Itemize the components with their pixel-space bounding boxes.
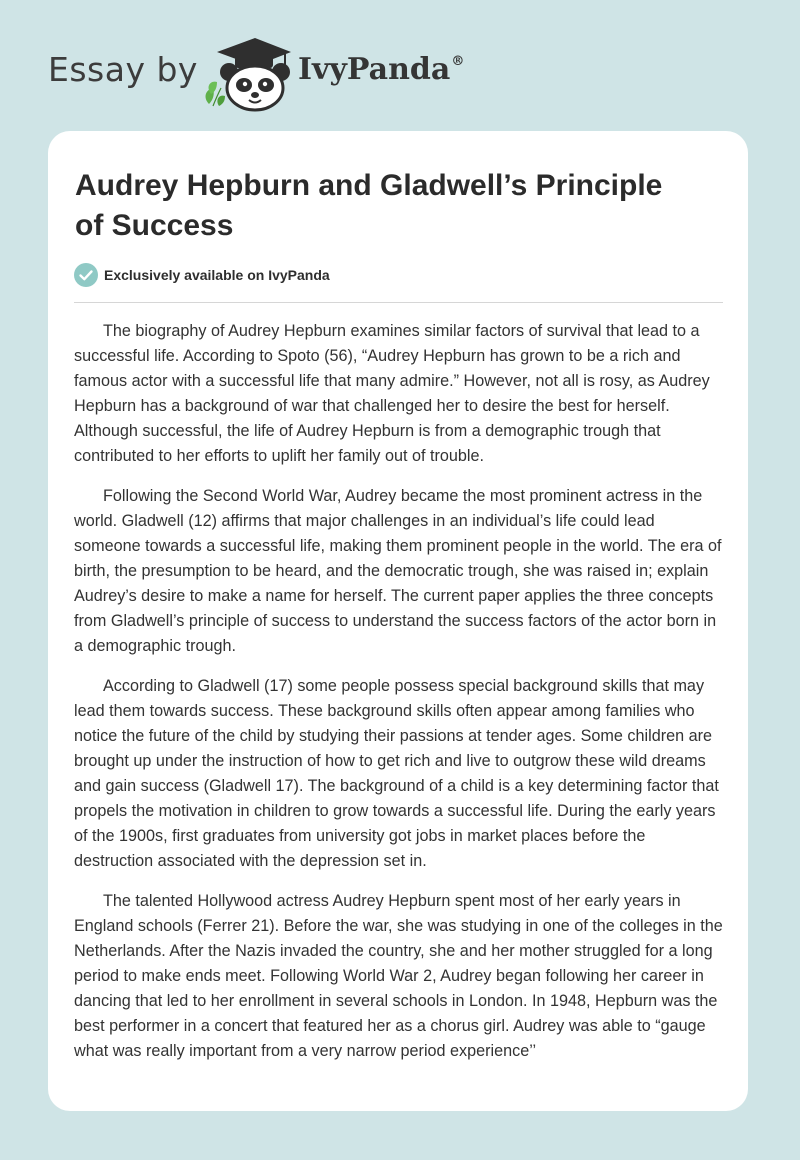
check-circle-icon bbox=[74, 263, 98, 287]
essay-by-label: Essay by bbox=[48, 50, 198, 89]
paragraph: The biography of Audrey Hepburn examines similar factors of survival that lead to a successful life. According to Spoto (56), “Audrey Hepburn has grown to be a rich and famous actor with a successful life that many admire.” However, not all is rosy, as Audrey Hepburn has a background of war that challenged her to desire the best for herself. Although successful, the life of Audrey Hepburn is from a demographic trough that contributed to her efforts to uplift her family out of trouble. bbox=[74, 322, 710, 465]
paragraph: The talented Hollywood actress Audrey Hepburn spent most of her early years in England schools (Ferrer 21). Before the war, she was studying in one of the colleges in the Netherlands. After the Nazis invaded the country, she and her mother struggled for a long period to make ends meet. Following World War 2, Audrey began following her career in dancing that led to her enrollment in several schools in London. In 1948, Hepburn was the best performer in a concert that featured her as a chorus girl. Audrey was able to “gauge what was really important from a very narrow period experience’’ bbox=[74, 892, 723, 1060]
site-header bbox=[48, 36, 508, 112]
paragraph: According to Gladwell (17) some people possess special background skills that may lead them towards success. These background skills often appear among families who notice the future of the child by studying their passions at tender ages. Some children are brought up under the instruction of how to get rich and live to outgrow these wild dreams and gain success (Gladwell 17). The background of a child is a key determining factor that propels the motivation in children to grow towards a successful life. During the early years of the 1900s, first graduates from university got jobs in market places before the destruction associated with the depression set in. bbox=[74, 677, 719, 870]
exclusive-badge-label: Exclusively available on IvyPanda bbox=[104, 267, 330, 283]
article-body bbox=[74, 319, 724, 1079]
article-card bbox=[48, 131, 748, 1111]
registered-mark: ® bbox=[451, 54, 465, 69]
exclusive-badge bbox=[74, 262, 330, 288]
brand-name[interactable]: IvyPanda® bbox=[298, 52, 465, 87]
panda-graduate-logo-icon[interactable] bbox=[201, 36, 293, 112]
divider bbox=[74, 302, 723, 303]
article-title: Audrey Hepburn and Gladwell’s Principle of Success bbox=[75, 169, 663, 242]
paragraph: Following the Second World War, Audrey became the most prominent actress in the world. Gladwell (12) affirms that major challenges in an individual’s life could lead someone towards a successful life, making them prominent people in the world. The era of birth, the presumption to be heard, and the democratic trough, she was raised in; explain Audrey’s desire to make a name for herself. The current paper applies the three concepts from Gladwell’s principle of success to understand the success factors of the actor born in a demographic trough. bbox=[74, 487, 722, 655]
